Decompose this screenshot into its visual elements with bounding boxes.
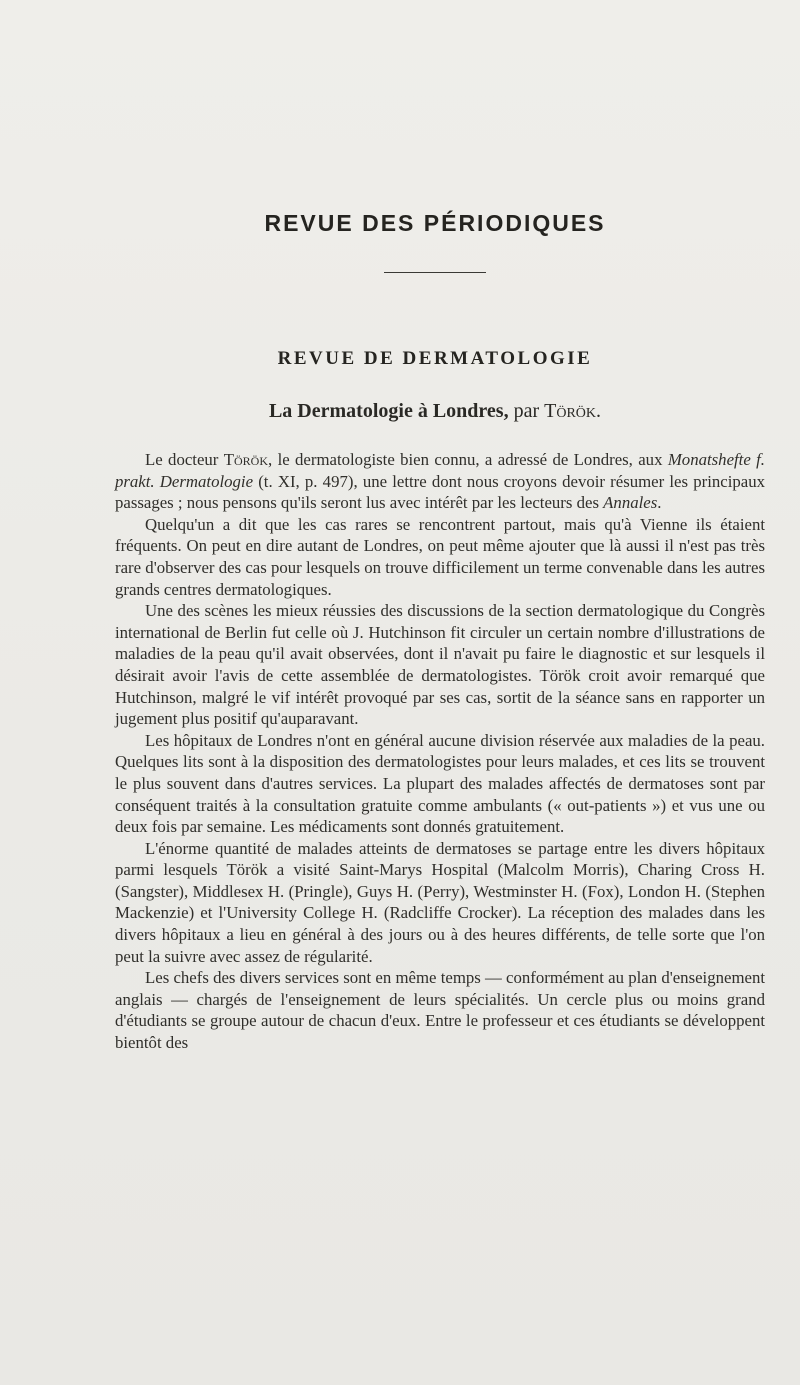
p1-journal: Monatshefte f. prakt. Dermatologie [115, 450, 765, 491]
title-divider [384, 272, 486, 273]
p1-text1: , le dermatologiste bien connu, a adressé de Londres, aux [268, 450, 663, 469]
section-title: REVUE DES PÉRIODIQUES [264, 210, 606, 236]
p1-intro: Le docteur [145, 450, 219, 469]
paragraph-5: L'énorme quantité de malades atteints de dermatoses se partage entre les divers hôpitaux parmi lesquels Török a visité Saint-Marys Hospital (Malcolm Morris), Charing Cross H. (Sangster), Middlesex H. (Pringle), Guys H. (Perry), Westminster H. (Fox), London H. (Stephen Mackenzie) et l'University College H. (Radcliffe Crocker). La réception des malades dans les divers hôpitaux a lieu en général à des jours ou à des heures différents, de telle sorte que l'on peut la suivre avec assez de régularité. [115, 838, 765, 966]
p1-text2: (t. XI, p. 497), une lettre dont nous croyons devoir résumer les principaux passages ; nous pensons qu'ils seront lus avec intérêt par les lecteurs des [115, 471, 765, 513]
sub-title: REVUE DE DERMATOLOGIE [277, 348, 593, 369]
article-title-by: par [513, 400, 540, 422]
article-title [0, 400, 800, 423]
p1-annales: Annales [603, 493, 658, 513]
paragraph-6: Les chefs des divers services sont en même temps — conformément au plan d'enseignement anglais — chargés de l'enseignement de leurs spécialités. Un cercle plus ou moins grand d'étudiants se groupe autour de chacun d'eux. Entre le professeur et ces étudiants se développent bientôt des [115, 968, 765, 1053]
p1-end: . [657, 493, 662, 513]
article-body [115, 449, 765, 1054]
p1-name: Török [223, 450, 269, 469]
paragraph-3: Une des scènes les mieux réussies des discussions de la section dermatologique du Congrès international de Berlin fut celle où J. Hutchinson fit circuler un certain nombre d'illustrations de maladies de la peau qu'il avait observées, dont il n'avait pu faire le diagnostic et sur lesquels il désirait avoir l'avis de cette assemblée de dermatologistes. Török croit avoir remarqué que Hutchinson, malgré le vif intérêt provoqué par ses cas, sortit de la séance sans en rapporter un jugement plus positif qu'auparavant. [115, 601, 765, 729]
article-title-author: Török. [544, 400, 602, 422]
paragraph-1 [115, 449, 765, 514]
paragraph-4: Les hôpitaux de Londres n'ont en général aucune division réservée aux maladies de la peau. Quelques lits sont à la disposition des dermatologistes pour leurs malades, et ces lits se trouvent le plus souvent dans d'autres services. La plupart des malades affectés de dermatoses sont par conséquent traités à la consultation gratuite comme ambulants (« out-patients ») et vus une ou deux fois par semaine. Les médicaments sont donnés gratuitement. [115, 730, 765, 837]
paragraph-2: Quelqu'un a dit que les cas rares se rencontrent partout, mais qu'à Vienne ils étaient fréquents. On peut en dire autant de Londres, on peut même ajouter que là aussi il n'est pas très rare d'observer des cas pour lesquels on trouve difficilement un terme convenable dans les autres grands centres dermatologiques. [115, 514, 765, 599]
article-title-main: La Dermatologie à Londres, [268, 400, 509, 422]
